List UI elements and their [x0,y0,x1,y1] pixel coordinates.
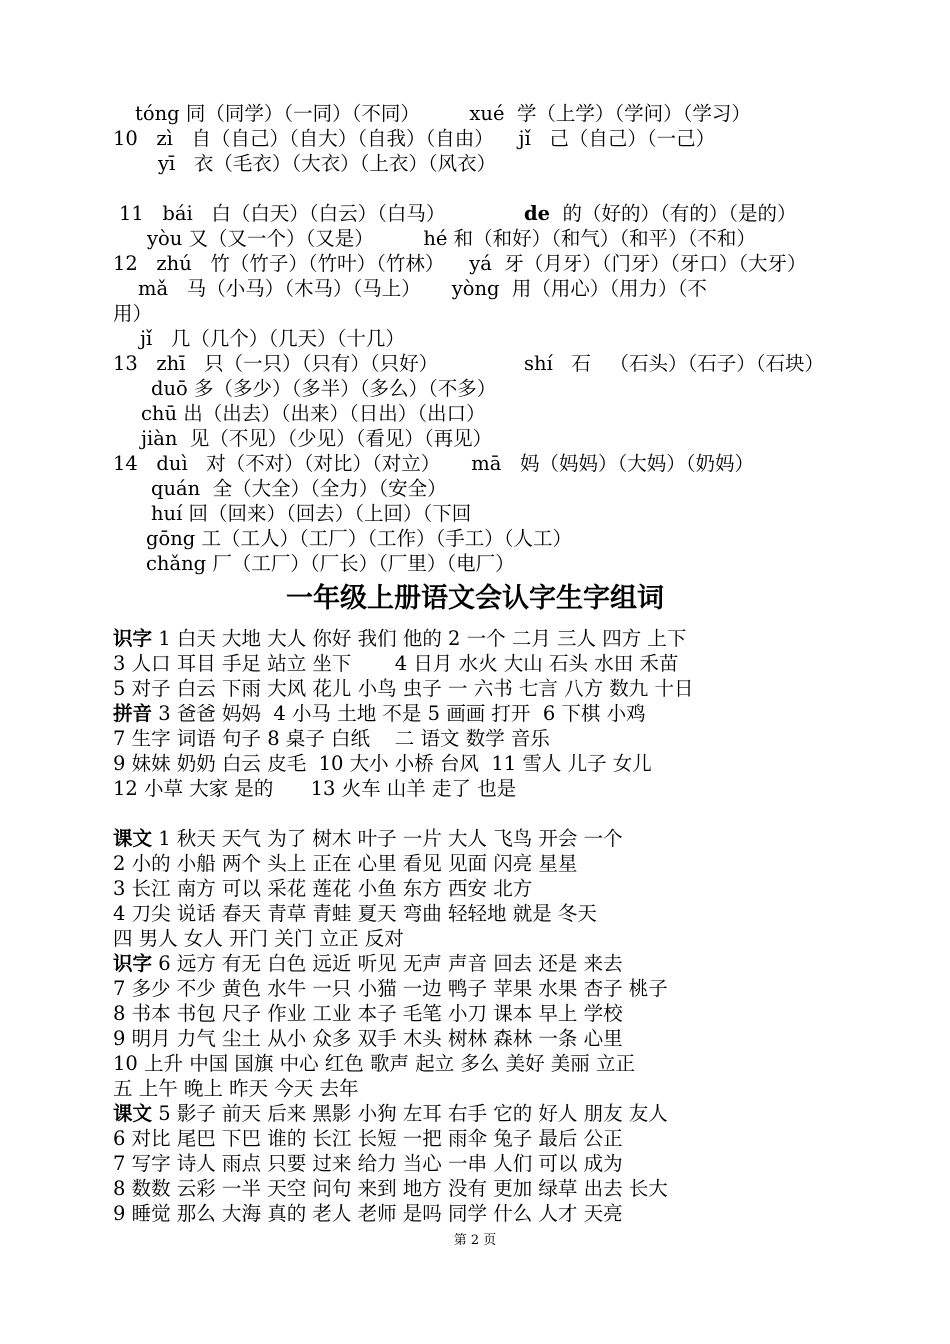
text-line [113,701,646,726]
text-line: 4 刀尖 说话 春天 青草 青蛙 夏天 弯曲 轻轻地 就是 冬天 [113,902,597,925]
text-line: 13 zhī 只（一只）（只有）（只好） [113,352,439,375]
line-text: 5 影子 前天 后来 黑影 小狗 左耳 右手 它的 好人 朋友 友人 [158,1102,668,1125]
text-line [113,626,686,651]
text-line: jǐ 几（几个）（几天）（十几） [140,327,405,350]
text-line: 8 书本 书包 尺子 作业 工业 本子 毛笔 小刀 课本 早上 学校 [113,1002,623,1025]
text-line: 14 duì 对（不对）（对比）（对立） mā 妈（妈妈）（大妈）（奶妈） [113,452,754,475]
text-line: 8 数数 云彩 一半 天空 问句 来到 地方 没有 更加 绿草 出去 长大 [113,1177,668,1200]
text-line: chǎng 厂（工厂）（厂长）（厂里）（电厂） [146,552,515,575]
text-line: 10 zì 自（自己）（自大）（自我）（自由） jǐ 己（自己）（一己） [113,127,716,150]
text-line: 用） [113,302,153,325]
text-line: 11 bái 白（白天）（白云）（白马） [119,202,446,225]
text-line: huí 回（回来）（回去）（上回）（下回 [151,502,472,525]
text-line: chū 出（出去）（出来）（日出）（出口） [141,402,486,425]
line-text: 6 远方 有无 白色 远近 听见 无声 声音 回去 还是 来去 [158,952,623,975]
text-line: duō 多（多少）（多半）（多么）（不多） [151,377,497,400]
text-line: 9 睡觉 那么 大海 真的 老人 老师 是吗 同学 什么 人才 天亮 [113,1202,623,1225]
text-fragment: 的（好的）（有的）（是的） [550,202,797,225]
bold-pinyin: de [524,202,551,225]
text-line: 9 明月 力气 尘土 从小 众多 双手 木头 树林 森林 一条 心里 [113,1027,623,1050]
text-line: 2 小的 小船 两个 头上 正在 心里 看见 见面 闪亮 星星 [113,852,578,875]
label-kewen: 课文 [113,1102,153,1125]
text-line: shí 石 （石头）（石子）（石块） [524,352,824,375]
text-line: 五 上午 晚上 昨天 今天 去年 [113,1077,359,1100]
text-line: 3 长江 南方 可以 采花 莲花 小鱼 东方 西安 北方 [113,877,533,900]
page-number: 第 2 页 [453,1233,497,1248]
line-text: 3 爸爸 妈妈 4 小马 土地 不是 5 画画 打开 6 下棋 小鸡 [158,702,646,725]
text-line: 3 人口 耳目 手足 站立 坐下 4 日月 水火 大山 石头 水田 禾苗 [113,652,679,675]
text-line: 7 多少 不少 黄色 水牛 一只 小猫 一边 鸭子 苹果 水果 杏子 桃子 [113,977,668,1000]
text-line: 四 男人 女人 开门 关门 立正 反对 [113,927,404,950]
section-title: 一年级上册语文会认字生字组词 [286,583,664,614]
text-line: yī 衣（毛衣）（大衣）（上衣）（风衣） [158,152,497,175]
text-line: 6 对比 尾巴 下巴 谁的 长江 长短 一把 雨伞 兔子 最后 公正 [113,1127,623,1150]
label-pinyin: 拼音 [113,702,153,725]
text-line: 12 小草 大家 是的 13 火车 山羊 走了 也是 [113,777,517,800]
line-text: 1 白天 大地 大人 你好 我们 他的 2 一个 二月 三人 四方 上下 [158,627,687,650]
text-line: 5 对子 白云 下雨 大风 花儿 小鸟 虫子 一 六书 七言 八方 数九 十日 [113,677,694,700]
text-line: quán 全（大全）（全力）（安全） [151,477,447,500]
label-shizi: 识字 [113,952,153,975]
text-line [113,951,623,976]
line-text: 1 秋天 天气 为了 树木 叶子 一片 大人 飞鸟 开会 一个 [158,827,623,850]
label-shizi: 识字 [113,627,153,650]
text-line: 7 生字 词语 句子 8 桌子 白纸 二 语文 数学 音乐 [113,727,550,750]
text-line: 9 妹妹 奶奶 白云 皮毛 10 大小 小桥 台风 11 雪人 儿子 女儿 [113,752,652,775]
text-line-bold-part [524,201,796,226]
text-line: gōng 工（工人）（工厂）（工作）（手工）（人工） [146,527,572,550]
text-line: 10 上升 中国 国旗 中心 红色 歌声 起立 多么 美好 美丽 立正 [113,1052,635,1075]
text-line: 12 zhú 竹（竹子）（竹叶）（竹林） yá 牙（月牙）（门牙）（牙口）（大牙） [113,252,807,275]
label-kewen: 课文 [113,827,153,850]
text-line: mǎ 马（小马）（木马）（马上） yòng 用（用心）（用力）（不 [138,277,707,300]
text-line [113,826,623,851]
text-line: yòu 又（又一个）（又是） hé 和（和好）（和气）（和平）（不和） [147,227,756,250]
text-line [113,1101,668,1126]
text-line: jiàn 见（不见）（少见）（看见）（再见） [141,427,493,450]
text-line: 7 写字 诗人 雨点 只要 过来 给力 当心 一串 人们 可以 成为 [113,1152,623,1175]
text-line: tóng 同（同学）（一同）（不同） xué 学（上学）（学问）（学习） [135,102,751,125]
